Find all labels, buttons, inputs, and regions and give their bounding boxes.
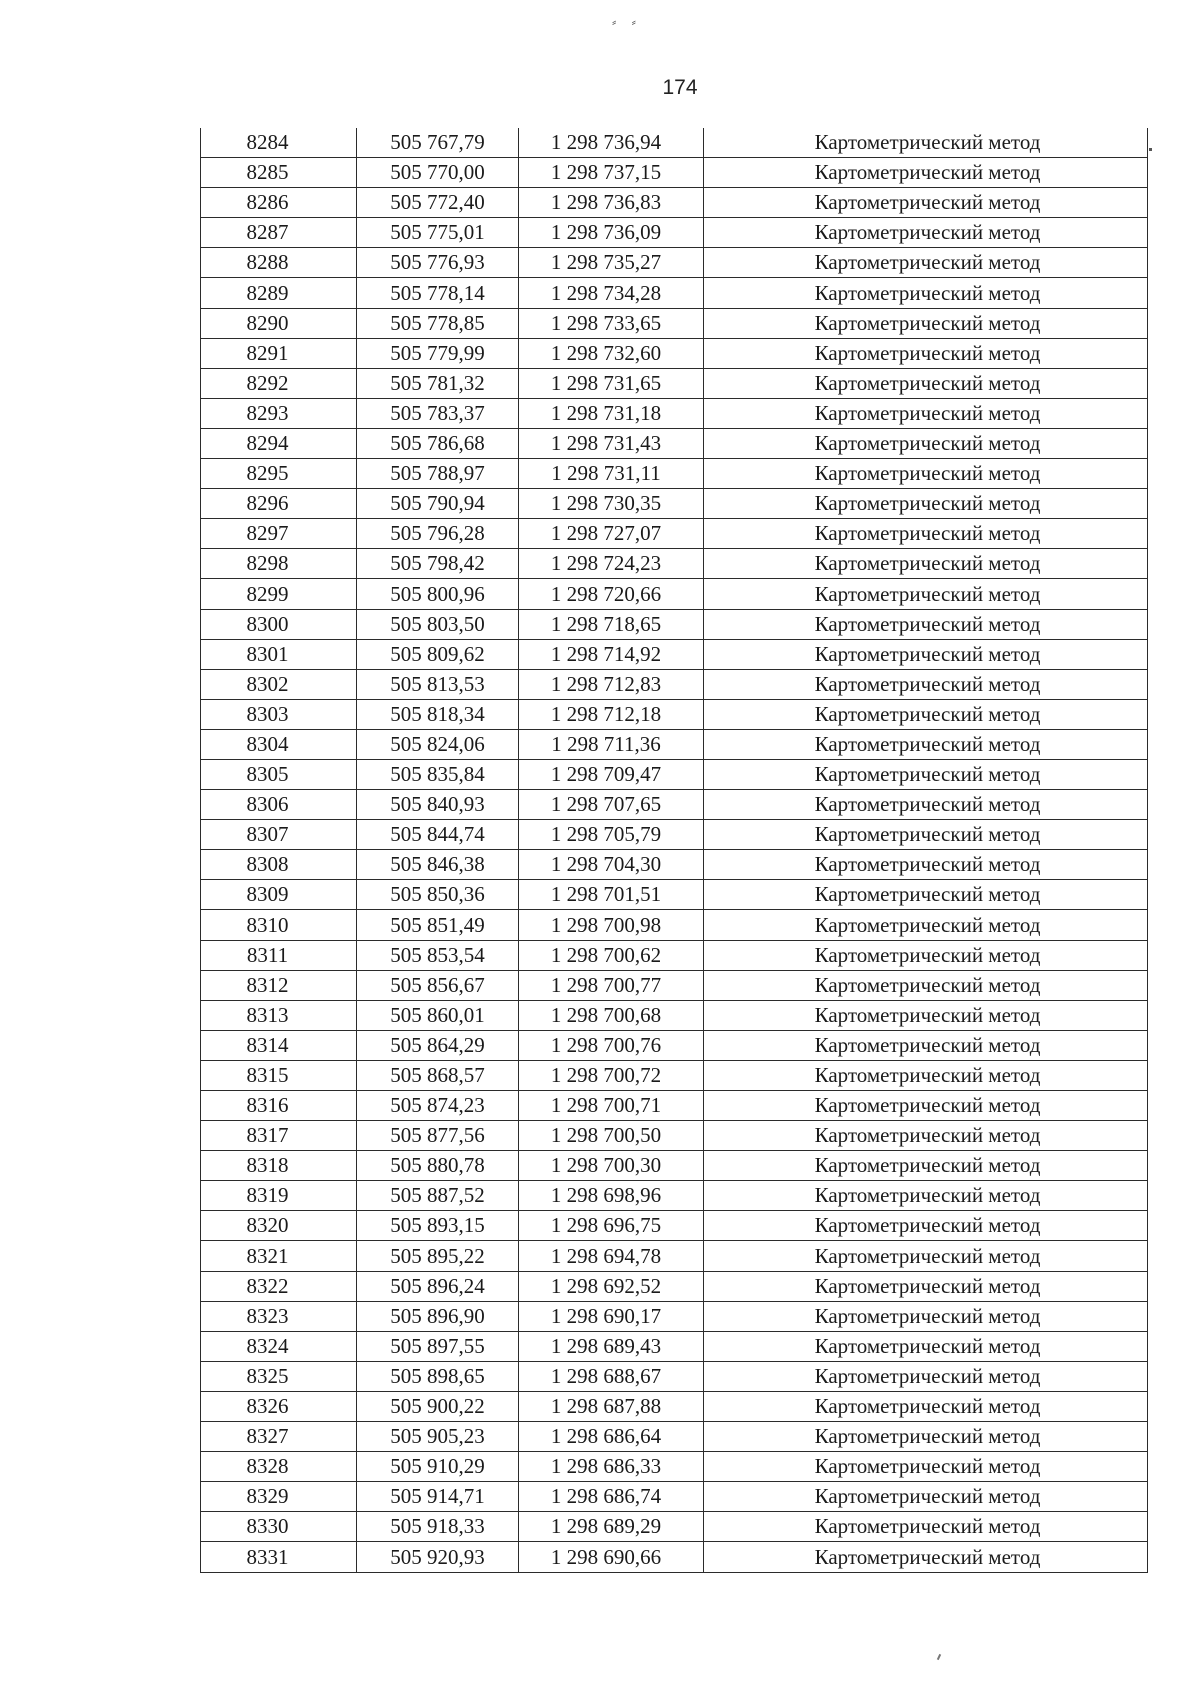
y-coordinate: 1 298 733,65 bbox=[519, 308, 704, 338]
method-cell: Картометрический метод bbox=[704, 549, 1148, 579]
point-number: 8296 bbox=[201, 489, 357, 519]
point-number: 8295 bbox=[201, 459, 357, 489]
method-cell: Картометрический метод bbox=[704, 1452, 1148, 1482]
y-coordinate: 1 298 694,78 bbox=[519, 1241, 704, 1271]
point-number: 8293 bbox=[201, 398, 357, 428]
table-row bbox=[201, 1542, 1148, 1572]
table-row bbox=[201, 459, 1148, 489]
point-number: 8301 bbox=[201, 639, 357, 669]
method-cell: Картометрический метод bbox=[704, 940, 1148, 970]
table-row bbox=[201, 549, 1148, 579]
x-coordinate: 505 910,29 bbox=[357, 1452, 519, 1482]
y-coordinate: 1 298 731,43 bbox=[519, 428, 704, 458]
method-cell: Картометрический метод bbox=[704, 1030, 1148, 1060]
method-cell: Картометрический метод bbox=[704, 910, 1148, 940]
method-cell: Картометрический метод bbox=[704, 519, 1148, 549]
table-row bbox=[201, 1000, 1148, 1030]
method-cell: Картометрический метод bbox=[704, 1512, 1148, 1542]
x-coordinate: 505 868,57 bbox=[357, 1060, 519, 1090]
y-coordinate: 1 298 727,07 bbox=[519, 519, 704, 549]
point-number: 8288 bbox=[201, 248, 357, 278]
method-cell: Картометрический метод bbox=[704, 1422, 1148, 1452]
x-coordinate: 505 798,42 bbox=[357, 549, 519, 579]
method-cell: Картометрический метод bbox=[704, 1391, 1148, 1421]
x-coordinate: 505 790,94 bbox=[357, 489, 519, 519]
point-number: 8331 bbox=[201, 1542, 357, 1572]
y-coordinate: 1 298 700,76 bbox=[519, 1030, 704, 1060]
table-row bbox=[201, 940, 1148, 970]
y-coordinate: 1 298 736,09 bbox=[519, 218, 704, 248]
x-coordinate: 505 896,24 bbox=[357, 1271, 519, 1301]
table-row bbox=[201, 880, 1148, 910]
table-row bbox=[201, 1361, 1148, 1391]
point-number: 8309 bbox=[201, 880, 357, 910]
point-number: 8323 bbox=[201, 1301, 357, 1331]
method-cell: Картометрический метод bbox=[704, 1211, 1148, 1241]
x-coordinate: 505 835,84 bbox=[357, 759, 519, 789]
y-coordinate: 1 298 686,64 bbox=[519, 1422, 704, 1452]
x-coordinate: 505 860,01 bbox=[357, 1000, 519, 1030]
x-coordinate: 505 796,28 bbox=[357, 519, 519, 549]
x-coordinate: 505 778,14 bbox=[357, 278, 519, 308]
point-number: 8324 bbox=[201, 1331, 357, 1361]
method-cell: Картометрический метод bbox=[704, 609, 1148, 639]
table-row bbox=[201, 579, 1148, 609]
table-row bbox=[201, 1512, 1148, 1542]
x-coordinate: 505 880,78 bbox=[357, 1151, 519, 1181]
x-coordinate: 505 809,62 bbox=[357, 639, 519, 669]
point-number: 8307 bbox=[201, 820, 357, 850]
table-row bbox=[201, 669, 1148, 699]
point-number: 8299 bbox=[201, 579, 357, 609]
method-cell: Картометрический метод bbox=[704, 639, 1148, 669]
method-cell: Картометрический метод bbox=[704, 128, 1148, 158]
method-cell: Картометрический метод bbox=[704, 1091, 1148, 1121]
y-coordinate: 1 298 720,66 bbox=[519, 579, 704, 609]
x-coordinate: 505 897,55 bbox=[357, 1331, 519, 1361]
method-cell: Картометрический метод bbox=[704, 1361, 1148, 1391]
y-coordinate: 1 298 736,83 bbox=[519, 188, 704, 218]
y-coordinate: 1 298 687,88 bbox=[519, 1391, 704, 1421]
method-cell: Картометрический метод bbox=[704, 368, 1148, 398]
x-coordinate: 505 776,93 bbox=[357, 248, 519, 278]
y-coordinate: 1 298 737,15 bbox=[519, 158, 704, 188]
y-coordinate: 1 298 712,18 bbox=[519, 699, 704, 729]
x-coordinate: 505 800,96 bbox=[357, 579, 519, 609]
coordinates-table-body bbox=[201, 128, 1148, 1572]
method-cell: Картометрический метод bbox=[704, 1241, 1148, 1271]
point-number: 8297 bbox=[201, 519, 357, 549]
y-coordinate: 1 298 692,52 bbox=[519, 1271, 704, 1301]
method-cell: Картометрический метод bbox=[704, 1482, 1148, 1512]
x-coordinate: 505 770,00 bbox=[357, 158, 519, 188]
method-cell: Картометрический метод bbox=[704, 970, 1148, 1000]
table-row bbox=[201, 128, 1148, 158]
table-row bbox=[201, 759, 1148, 789]
point-number: 8305 bbox=[201, 759, 357, 789]
point-number: 8313 bbox=[201, 1000, 357, 1030]
table-row bbox=[201, 729, 1148, 759]
point-number: 8325 bbox=[201, 1361, 357, 1391]
x-coordinate: 505 813,53 bbox=[357, 669, 519, 699]
table-row bbox=[201, 1301, 1148, 1331]
table-row bbox=[201, 1482, 1148, 1512]
x-coordinate: 505 856,67 bbox=[357, 970, 519, 1000]
table-row bbox=[201, 519, 1148, 549]
table-row bbox=[201, 368, 1148, 398]
coordinates-table bbox=[200, 128, 1148, 1573]
x-coordinate: 505 779,99 bbox=[357, 338, 519, 368]
x-coordinate: 505 900,22 bbox=[357, 1391, 519, 1421]
point-number: 8322 bbox=[201, 1271, 357, 1301]
method-cell: Картометрический метод bbox=[704, 338, 1148, 368]
point-number: 8304 bbox=[201, 729, 357, 759]
table-row bbox=[201, 1151, 1148, 1181]
table-row bbox=[201, 158, 1148, 188]
y-coordinate: 1 298 696,75 bbox=[519, 1211, 704, 1241]
x-coordinate: 505 772,40 bbox=[357, 188, 519, 218]
scan-artifact-tick bbox=[1149, 148, 1152, 151]
table-row bbox=[201, 1030, 1148, 1060]
y-coordinate: 1 298 686,74 bbox=[519, 1482, 704, 1512]
table-row bbox=[201, 188, 1148, 218]
x-coordinate: 505 783,37 bbox=[357, 398, 519, 428]
y-coordinate: 1 298 735,27 bbox=[519, 248, 704, 278]
method-cell: Картометрический метод bbox=[704, 1331, 1148, 1361]
method-cell: Картометрический метод bbox=[704, 1000, 1148, 1030]
point-number: 8298 bbox=[201, 549, 357, 579]
x-coordinate: 505 775,01 bbox=[357, 218, 519, 248]
page-number: 174 bbox=[662, 76, 698, 99]
y-coordinate: 1 298 700,77 bbox=[519, 970, 704, 1000]
table-row bbox=[201, 1091, 1148, 1121]
y-coordinate: 1 298 718,65 bbox=[519, 609, 704, 639]
point-number: 8284 bbox=[201, 128, 357, 158]
y-coordinate: 1 298 700,98 bbox=[519, 910, 704, 940]
y-coordinate: 1 298 689,43 bbox=[519, 1331, 704, 1361]
method-cell: Картометрический метод bbox=[704, 790, 1148, 820]
point-number: 8328 bbox=[201, 1452, 357, 1482]
x-coordinate: 505 874,23 bbox=[357, 1091, 519, 1121]
y-coordinate: 1 298 686,33 bbox=[519, 1452, 704, 1482]
y-coordinate: 1 298 690,66 bbox=[519, 1542, 704, 1572]
x-coordinate: 505 864,29 bbox=[357, 1030, 519, 1060]
point-number: 8330 bbox=[201, 1512, 357, 1542]
y-coordinate: 1 298 690,17 bbox=[519, 1301, 704, 1331]
y-coordinate: 1 298 700,71 bbox=[519, 1091, 704, 1121]
point-number: 8310 bbox=[201, 910, 357, 940]
point-number: 8314 bbox=[201, 1030, 357, 1060]
point-number: 8311 bbox=[201, 940, 357, 970]
y-coordinate: 1 298 734,28 bbox=[519, 278, 704, 308]
point-number: 8312 bbox=[201, 970, 357, 1000]
table-row bbox=[201, 1271, 1148, 1301]
y-coordinate: 1 298 700,50 bbox=[519, 1121, 704, 1151]
table-row bbox=[201, 970, 1148, 1000]
table-row bbox=[201, 218, 1148, 248]
x-coordinate: 505 898,65 bbox=[357, 1361, 519, 1391]
y-coordinate: 1 298 705,79 bbox=[519, 820, 704, 850]
point-number: 8287 bbox=[201, 218, 357, 248]
point-number: 8286 bbox=[201, 188, 357, 218]
point-number: 8303 bbox=[201, 699, 357, 729]
point-number: 8327 bbox=[201, 1422, 357, 1452]
point-number: 8320 bbox=[201, 1211, 357, 1241]
table-row bbox=[201, 639, 1148, 669]
x-coordinate: 505 893,15 bbox=[357, 1211, 519, 1241]
method-cell: Картометрический метод bbox=[704, 820, 1148, 850]
method-cell: Картометрический метод bbox=[704, 1181, 1148, 1211]
x-coordinate: 505 846,38 bbox=[357, 850, 519, 880]
x-coordinate: 505 920,93 bbox=[357, 1542, 519, 1572]
x-coordinate: 505 895,22 bbox=[357, 1241, 519, 1271]
point-number: 8315 bbox=[201, 1060, 357, 1090]
table-row bbox=[201, 1121, 1148, 1151]
y-coordinate: 1 298 730,35 bbox=[519, 489, 704, 519]
method-cell: Картометрический метод bbox=[704, 759, 1148, 789]
y-coordinate: 1 298 732,60 bbox=[519, 338, 704, 368]
x-coordinate: 505 778,85 bbox=[357, 308, 519, 338]
x-coordinate: 505 905,23 bbox=[357, 1422, 519, 1452]
x-coordinate: 505 853,54 bbox=[357, 940, 519, 970]
y-coordinate: 1 298 711,36 bbox=[519, 729, 704, 759]
x-coordinate: 505 914,71 bbox=[357, 1482, 519, 1512]
table-row bbox=[201, 278, 1148, 308]
table-row bbox=[201, 1391, 1148, 1421]
table-row bbox=[201, 338, 1148, 368]
point-number: 8306 bbox=[201, 790, 357, 820]
method-cell: Картометрический метод bbox=[704, 1060, 1148, 1090]
method-cell: Картометрический метод bbox=[704, 1542, 1148, 1572]
x-coordinate: 505 896,90 bbox=[357, 1301, 519, 1331]
table-row bbox=[201, 1211, 1148, 1241]
scan-marks: ⸗ ⸗ bbox=[612, 14, 642, 29]
y-coordinate: 1 298 724,23 bbox=[519, 549, 704, 579]
x-coordinate: 505 850,36 bbox=[357, 880, 519, 910]
y-coordinate: 1 298 731,65 bbox=[519, 368, 704, 398]
table-row bbox=[201, 609, 1148, 639]
y-coordinate: 1 298 700,68 bbox=[519, 1000, 704, 1030]
y-coordinate: 1 298 707,65 bbox=[519, 790, 704, 820]
point-number: 8291 bbox=[201, 338, 357, 368]
table-row bbox=[201, 1181, 1148, 1211]
x-coordinate: 505 781,32 bbox=[357, 368, 519, 398]
method-cell: Картометрический метод bbox=[704, 579, 1148, 609]
point-number: 8319 bbox=[201, 1181, 357, 1211]
method-cell: Картометрический метод bbox=[704, 188, 1148, 218]
y-coordinate: 1 298 731,18 bbox=[519, 398, 704, 428]
y-coordinate: 1 298 712,83 bbox=[519, 669, 704, 699]
y-coordinate: 1 298 731,11 bbox=[519, 459, 704, 489]
method-cell: Картометрический метод bbox=[704, 850, 1148, 880]
point-number: 8317 bbox=[201, 1121, 357, 1151]
point-number: 8300 bbox=[201, 609, 357, 639]
method-cell: Картометрический метод bbox=[704, 398, 1148, 428]
y-coordinate: 1 298 736,94 bbox=[519, 128, 704, 158]
x-coordinate: 505 803,50 bbox=[357, 609, 519, 639]
table-row bbox=[201, 1452, 1148, 1482]
table-row bbox=[201, 699, 1148, 729]
y-coordinate: 1 298 700,72 bbox=[519, 1060, 704, 1090]
method-cell: Картометрический метод bbox=[704, 308, 1148, 338]
y-coordinate: 1 298 689,29 bbox=[519, 1512, 704, 1542]
y-coordinate: 1 298 688,67 bbox=[519, 1361, 704, 1391]
method-cell: Картометрический метод bbox=[704, 1271, 1148, 1301]
table-row bbox=[201, 910, 1148, 940]
y-coordinate: 1 298 700,30 bbox=[519, 1151, 704, 1181]
method-cell: Картометрический метод bbox=[704, 459, 1148, 489]
y-coordinate: 1 298 714,92 bbox=[519, 639, 704, 669]
y-coordinate: 1 298 698,96 bbox=[519, 1181, 704, 1211]
point-number: 8290 bbox=[201, 308, 357, 338]
point-number: 8329 bbox=[201, 1482, 357, 1512]
table-row bbox=[201, 1241, 1148, 1271]
method-cell: Картометрический метод bbox=[704, 218, 1148, 248]
method-cell: Картометрический метод bbox=[704, 699, 1148, 729]
point-number: 8294 bbox=[201, 428, 357, 458]
x-coordinate: 505 840,93 bbox=[357, 790, 519, 820]
x-coordinate: 505 818,34 bbox=[357, 699, 519, 729]
table-row bbox=[201, 1060, 1148, 1090]
table-row bbox=[201, 790, 1148, 820]
x-coordinate: 505 851,49 bbox=[357, 910, 519, 940]
method-cell: Картометрический метод bbox=[704, 729, 1148, 759]
y-coordinate: 1 298 700,62 bbox=[519, 940, 704, 970]
scan-artifact-dot bbox=[937, 1654, 941, 1660]
x-coordinate: 505 877,56 bbox=[357, 1121, 519, 1151]
x-coordinate: 505 824,06 bbox=[357, 729, 519, 759]
method-cell: Картометрический метод bbox=[704, 278, 1148, 308]
x-coordinate: 505 767,79 bbox=[357, 128, 519, 158]
table-row bbox=[201, 308, 1148, 338]
y-coordinate: 1 298 701,51 bbox=[519, 880, 704, 910]
method-cell: Картометрический метод bbox=[704, 158, 1148, 188]
method-cell: Картометрический метод bbox=[704, 248, 1148, 278]
method-cell: Картометрический метод bbox=[704, 1121, 1148, 1151]
method-cell: Картометрический метод bbox=[704, 669, 1148, 699]
table-row bbox=[201, 428, 1148, 458]
point-number: 8289 bbox=[201, 278, 357, 308]
table-row bbox=[201, 489, 1148, 519]
table-row bbox=[201, 1422, 1148, 1452]
table-row bbox=[201, 820, 1148, 850]
method-cell: Картометрический метод bbox=[704, 1151, 1148, 1181]
table-row bbox=[201, 1331, 1148, 1361]
method-cell: Картометрический метод bbox=[704, 1301, 1148, 1331]
point-number: 8326 bbox=[201, 1391, 357, 1421]
table-row bbox=[201, 398, 1148, 428]
table-row bbox=[201, 850, 1148, 880]
method-cell: Картометрический метод bbox=[704, 880, 1148, 910]
point-number: 8302 bbox=[201, 669, 357, 699]
point-number: 8321 bbox=[201, 1241, 357, 1271]
x-coordinate: 505 788,97 bbox=[357, 459, 519, 489]
point-number: 8292 bbox=[201, 368, 357, 398]
point-number: 8308 bbox=[201, 850, 357, 880]
point-number: 8318 bbox=[201, 1151, 357, 1181]
y-coordinate: 1 298 704,30 bbox=[519, 850, 704, 880]
x-coordinate: 505 887,52 bbox=[357, 1181, 519, 1211]
point-number: 8316 bbox=[201, 1091, 357, 1121]
x-coordinate: 505 786,68 bbox=[357, 428, 519, 458]
x-coordinate: 505 918,33 bbox=[357, 1512, 519, 1542]
method-cell: Картометрический метод bbox=[704, 428, 1148, 458]
y-coordinate: 1 298 709,47 bbox=[519, 759, 704, 789]
method-cell: Картометрический метод bbox=[704, 489, 1148, 519]
point-number: 8285 bbox=[201, 158, 357, 188]
table-row bbox=[201, 248, 1148, 278]
x-coordinate: 505 844,74 bbox=[357, 820, 519, 850]
